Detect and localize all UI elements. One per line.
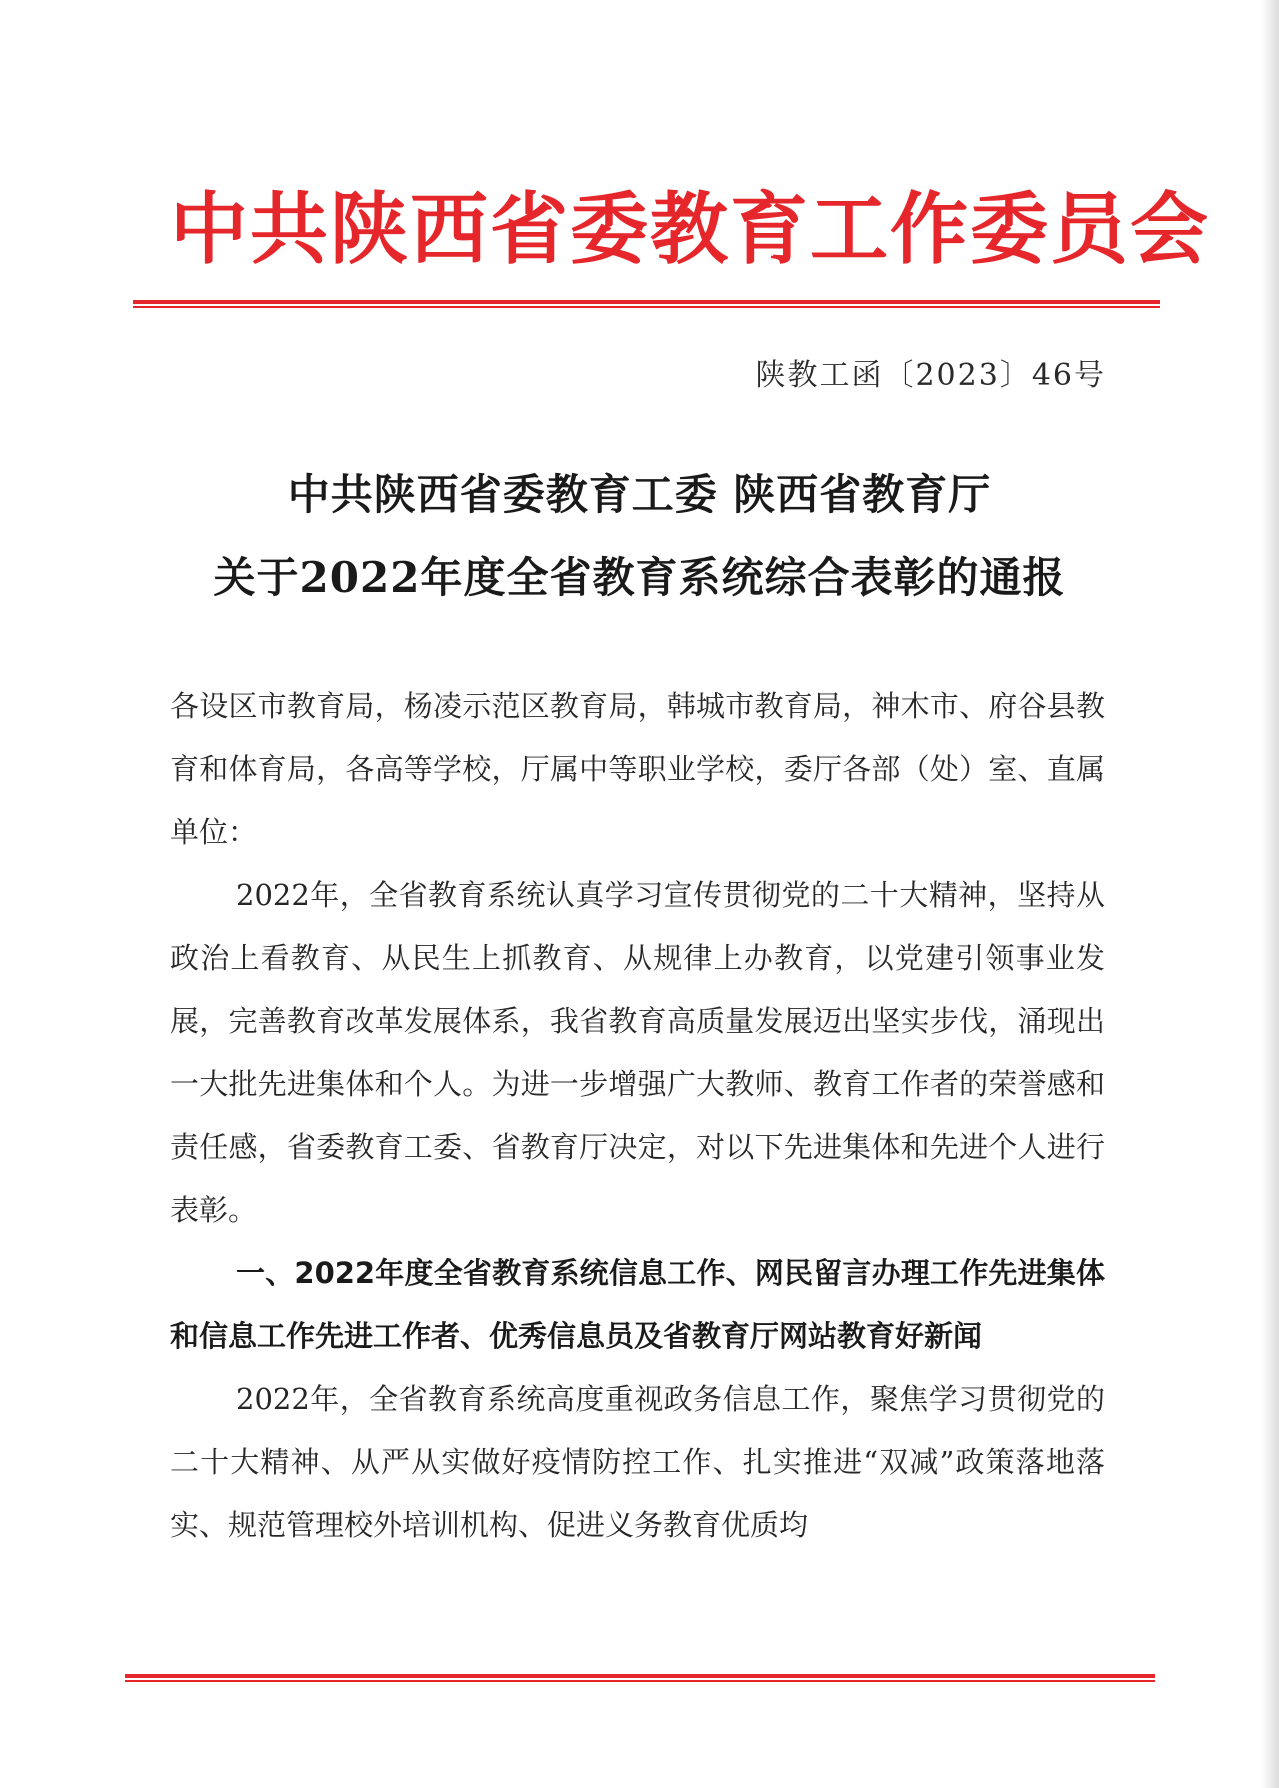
issuer-masthead: 中共陕西省委教育工作委员会 <box>170 184 1211 275</box>
document-body <box>170 675 1105 1557</box>
page-edge-shadow <box>1261 0 1279 1788</box>
body-paragraph-2: 2022年，全省教育系统高度重视政务信息工作，聚焦学习贯彻党的二十大精神、从严从实做好疫情防控工作、扎实推进“双减”政策落地落实、规范管理校外培训机构、促进义务教育优质均 <box>170 1382 1105 1542</box>
bottom-red-rule-thin <box>125 1680 1155 1682</box>
bottom-red-rule <box>125 1674 1155 1678</box>
top-red-rule-thin <box>133 306 1160 308</box>
section-1-heading: 一、2022年度全省教育系统信息工作、网民留言办理工作先进集体和信息工作先进工作者、优秀信息员及省教育厅网站教育好新闻 <box>170 1256 1105 1353</box>
document-number: 陕教工函〔2023〕46号 <box>755 358 1106 393</box>
title-line-1: 中共陕西省委教育工委 陕西省教育厅 <box>287 470 992 519</box>
top-red-rule <box>133 300 1160 304</box>
title-line-2: 关于2022年度全省教育系统综合表彰的通报 <box>213 553 1066 602</box>
body-paragraph-1: 2022年，全省教育系统认真学习宣传贯彻党的二十大精神，坚持从政治上看教育、从民生上抓教育、从规律上办教育，以党建引领事业发展，完善教育改革发展体系，我省教育高质量发展迈出坚实步伐，涌现出一大批先进集体和个人。为进一步增强广大教师、教育工作者的荣誉感和责任感，省委教育工委、省教育厅决定，对以下先进集体和先进个人进行表彰。 <box>170 878 1105 1227</box>
recipients-paragraph: 各设区市教育局，杨凌示范区教育局，韩城市教育局，神木市、府谷县教育和体育局，各高等学校，厅属中等职业学校，委厅各部（处）室、直属单位： <box>170 689 1105 849</box>
